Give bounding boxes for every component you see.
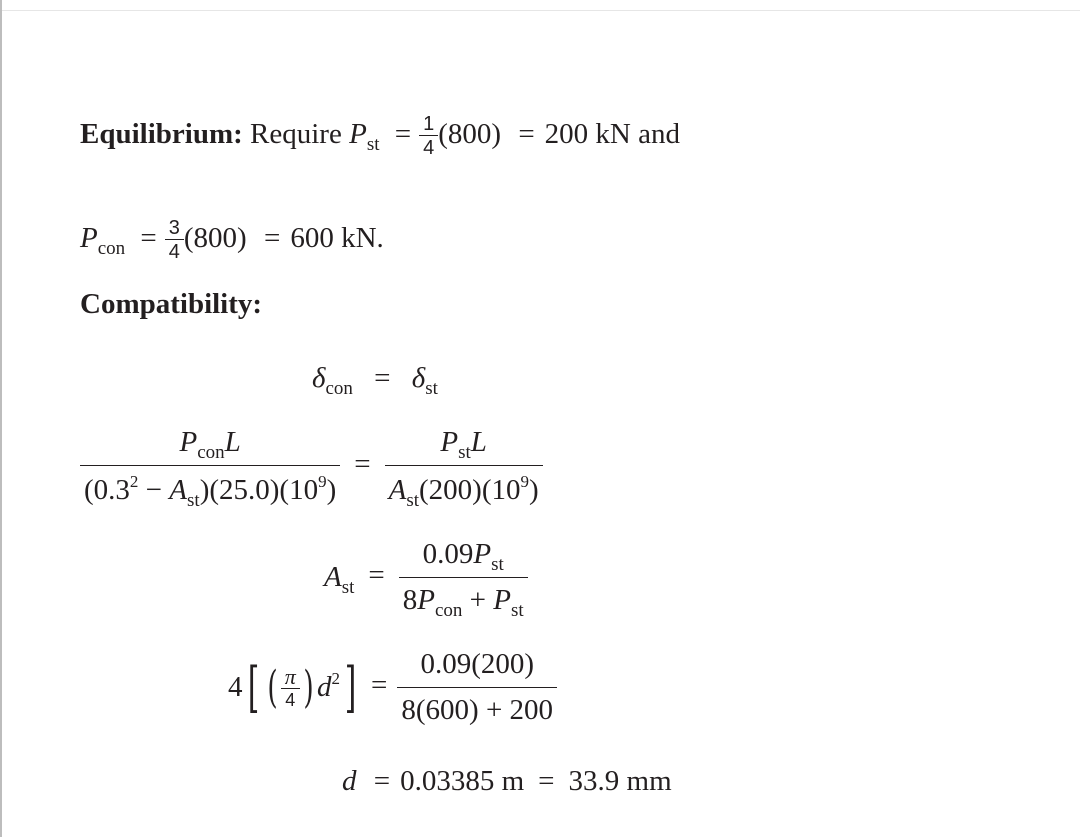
ast-fraction: $\frac{0.09P_{st}}{8P_{con} + P_{st}}$ bbox=[399, 540, 528, 615]
compatibility-heading: Compatibility: bbox=[80, 288, 263, 320]
eq1-result: 200 kN and bbox=[544, 118, 680, 151]
fraction-three-quarters: $\frac{3}{4}$ bbox=[165, 218, 184, 263]
d-result: d = 0.03385 m = 33.9 mm bbox=[342, 765, 672, 797]
ast-equation: $A_{st}$ = $\frac{0.09P_{st}}{8P_{con} + P_{st}}$ bbox=[324, 540, 528, 615]
eq2-result: 600 kN. bbox=[290, 222, 384, 255]
compatibility-equation: $\frac{P_{con}L}{(0.3^2 - A_{st})(25.0)(10^9)}$ = $\frac{P_{st}L}{A_{st}(200)(10^9)}$ bbox=[80, 428, 543, 505]
require-text: Require bbox=[250, 118, 342, 151]
st-subscript: st bbox=[366, 134, 380, 156]
top-border bbox=[0, 0, 1080, 11]
equilibrium-line: Equilibrium: Require $P_{st}$ = $\frac{1}{4}$ (800) = 200 kN and bbox=[80, 113, 680, 159]
lhs-fraction: $\frac{P_{con}L}{(0.3^2 - A_{st})(25.0)(10^9)}$ bbox=[80, 428, 340, 505]
diameter-equation: 4[ ( $\frac{\pi}{4}$ ) $d^2$] = $\frac{0.09(200)}{8(600) + 200}$ bbox=[228, 650, 557, 725]
fraction-pi-quarter: $\frac{\pi}{4}$ bbox=[281, 665, 300, 710]
delta-equation: $\delta_{con} = \delta_{st}$ bbox=[312, 362, 438, 399]
value-fraction: $\frac{0.09(200)}{8(600) + 200}$ bbox=[397, 650, 557, 725]
p-symbol: P bbox=[349, 118, 367, 151]
left-border bbox=[0, 0, 2, 837]
rhs-fraction: $\frac{P_{st}L}{A_{st}(200)(10^9)}$ bbox=[385, 428, 543, 505]
equilibrium-heading: Equilibrium: bbox=[80, 118, 243, 151]
fraction-one-quarter: $\frac{1}{4}$ bbox=[419, 114, 438, 159]
pcon-line: $P_{con}$ = $\frac{3}{4}$ (800) = 600 kN. bbox=[80, 217, 384, 263]
